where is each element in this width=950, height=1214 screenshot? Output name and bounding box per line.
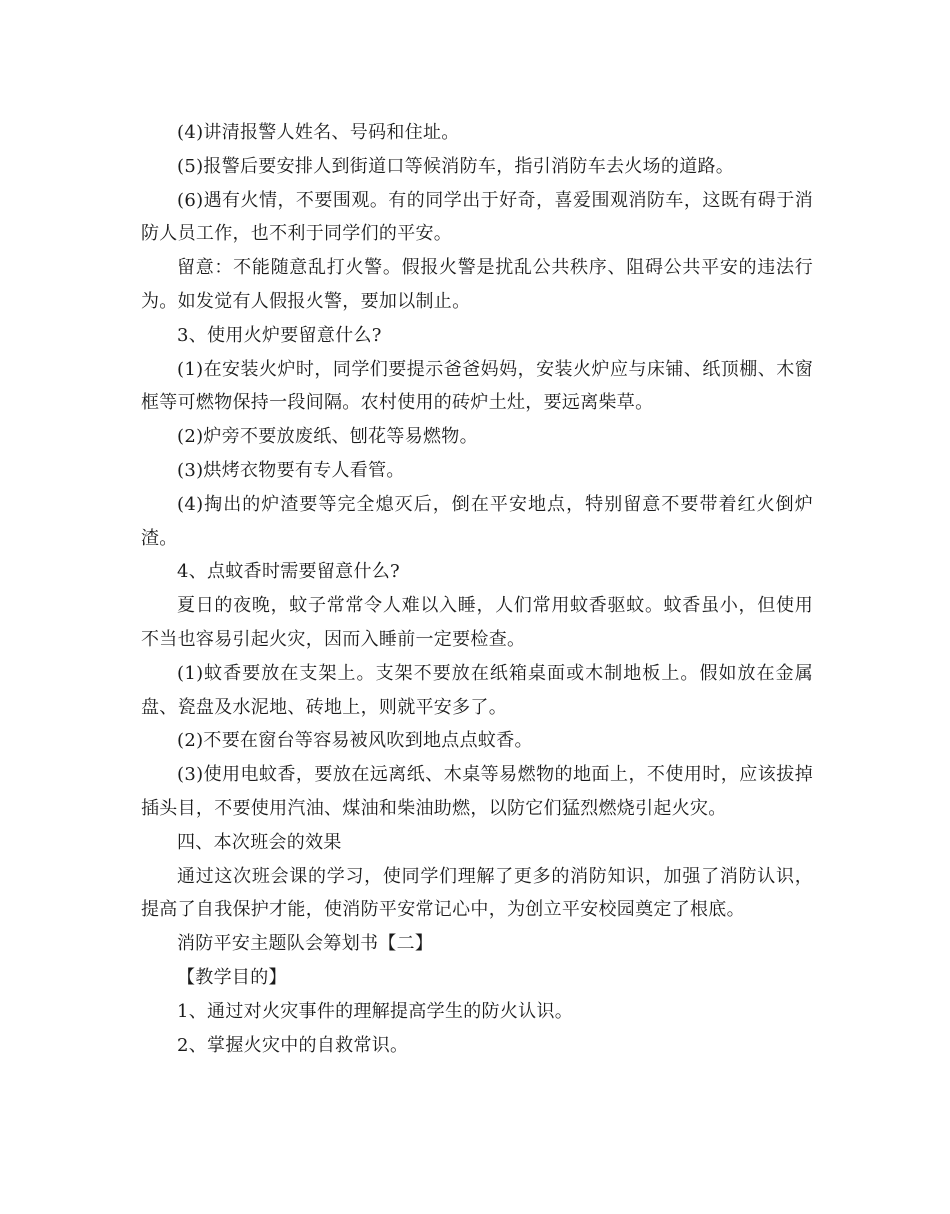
paragraph: (2)不要在窗台等容易被风吹到地点点蚊香。 — [177, 730, 533, 752]
section-heading: 【教学目的】 — [177, 966, 287, 988]
paragraph: (3)使用电蚊香，要放在远离纸、木桌等易燃物的地面上，不使用时，应该拔掉插头目，不要使用汽油、煤油和柴油助燃，以防它们猛烈燃烧引起火灾。 — [141, 764, 813, 819]
paragraph: (5)报警后要安排人到街道口等候消防车，指引消防车去火场的道路。 — [177, 155, 735, 177]
paragraph: (4)讲清报警人姓名、号码和住址。 — [177, 122, 460, 143]
paragraph: 留意：不能随意乱打火警。假报火警是扰乱公共秩序、阻碍公共平安的违法行为。如发觉有人假报火警，要加以制止。 — [141, 257, 813, 312]
paragraph: (6)遇有火情，不要围观。有的同学出于好奇，喜爱围观消防车，这既有碍于消防人员工作，也不利于同学们的平安。 — [141, 189, 813, 245]
document-subtitle: 消防平安主题队会筹划书【二】 — [177, 933, 434, 955]
paragraph: (4)掏出的炉渣要等完全熄灭后，倒在平安地点，特别留意不要带着红火倒炉渣。 — [141, 493, 813, 549]
paragraph: (1)蚊香要放在支架上。支架不要放在纸箱桌面或木制地板上。假如放在金属盘、瓷盘及水泥地、砖地上，则就平安多了。 — [141, 662, 813, 718]
paragraph: (1)在安装火炉时，同学们要提示爸爸妈妈，安装火炉应与床铺、纸顶棚、木窗框等可燃物保持一段间隔。农村使用的砖炉土灶，要远离柴草。 — [141, 358, 813, 414]
section-heading: 四、本次班会的效果 — [177, 831, 342, 853]
document-body — [141, 116, 813, 1062]
list-item: 2、掌握火灾中的自救常识。 — [177, 1034, 409, 1056]
paragraph: 夏日的夜晚，蚊子常常令人难以入睡，人们常用蚊香驱蚊。蚊香虽小，但使用不当也容易引起火灾，因而入睡前一定要检查。 — [141, 595, 813, 650]
paragraph: 通过这次班会课的学习，使同学们理解了更多的消防知识，加强了消防认识，提高了自我保护才能，使消防平安常记心中，为创立平安校园奠定了根底。 — [141, 865, 813, 921]
section-heading: 4、点蚊香时需要留意什么? — [177, 561, 401, 583]
paragraph: (3)烘烤衣物要有专人看管。 — [177, 459, 405, 481]
paragraph: (2)炉旁不要放废纸、刨花等易燃物。 — [177, 426, 478, 448]
section-heading: 3、使用火炉要留意什么? — [177, 324, 382, 346]
list-item: 1、通过对火灾事件的理解提高学生的防火认识。 — [177, 1000, 574, 1022]
